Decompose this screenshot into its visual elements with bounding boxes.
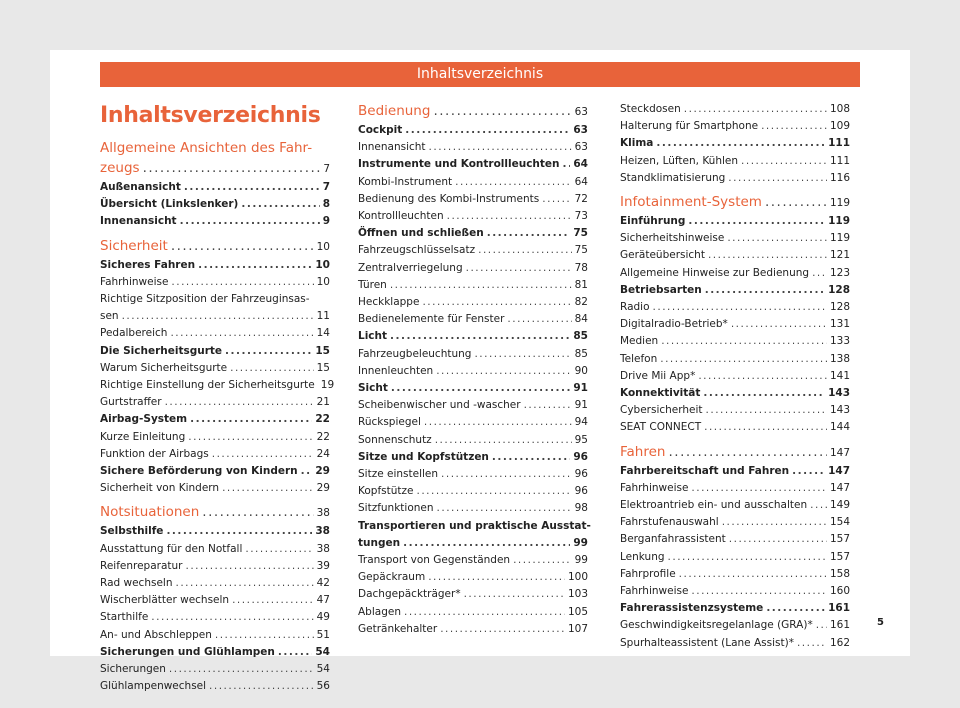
toc-entry[interactable]: Ausstattung für den Notfall ..... 38	[100, 541, 330, 558]
toc-entry[interactable]: Cockpit ..... 63	[358, 122, 588, 139]
toc-section-heading[interactable]: Infotainment-System ..... 119	[620, 192, 850, 213]
toc-entry[interactable]: Türen ..... 81	[358, 277, 588, 294]
toc-entry[interactable]: Licht ..... 85	[358, 328, 588, 345]
toc-entry[interactable]: Sicht ..... 91	[358, 380, 588, 397]
toc-entry[interactable]: Warum Sicherheitsgurte ..... 15	[100, 360, 330, 377]
toc-entry-line: Transportieren und praktische Ausstat-	[358, 519, 591, 532]
toc-entry[interactable]: Berganfahrassistent ..... 157	[620, 531, 850, 548]
toc-section-heading[interactable]: Fahren ..... 147	[620, 442, 850, 463]
toc-entry[interactable]: Innenansicht ..... 63	[358, 139, 588, 156]
toc-column-2	[358, 101, 591, 638]
toc-entry[interactable]: Telefon ..... 138	[620, 351, 850, 368]
toc-entry[interactable]: Standklimatisierung ..... 116	[620, 170, 850, 187]
toc-section-heading[interactable]: Sicherheit ..... 10	[100, 236, 330, 257]
toc-entry[interactable]: Gurtstraffer ..... 21	[100, 394, 330, 411]
toc-entry[interactable]: Geschwindigkeitsregelanlage (GRA)* ..... 161	[620, 617, 850, 634]
toc-section-heading[interactable]: zeugs ..... 7	[100, 158, 330, 179]
toc-entry[interactable]: Konnektivität ..... 143	[620, 385, 850, 402]
toc-entry[interactable]: Einführung ..... 119	[620, 213, 850, 230]
toc-entry[interactable]: Fahrerassistenzsysteme ..... 161	[620, 600, 850, 617]
toc-entry[interactable]: Heckklappe ..... 82	[358, 294, 588, 311]
toc-entry[interactable]: Sicherheit von Kindern ..... 29	[100, 480, 330, 497]
toc-entry[interactable]: Medien ..... 133	[620, 333, 850, 350]
toc-entry[interactable]: Innenleuchten ..... 90	[358, 363, 588, 380]
toc-entry[interactable]: Übersicht (Linkslenker) ..... 8	[100, 196, 330, 213]
toc-entry[interactable]: Die Sicherheitsgurte ..... 15	[100, 343, 330, 360]
toc-entry[interactable]: Fahrhinweise ..... 160	[620, 583, 850, 600]
toc-entry[interactable]: Sitze und Kopfstützen ..... 96	[358, 449, 588, 466]
toc-entry[interactable]: An- und Abschleppen ..... 51	[100, 627, 330, 644]
toc-entry[interactable]: Öffnen und schließen ..... 75	[358, 225, 588, 242]
toc-entry[interactable]: Klima ..... 111	[620, 135, 850, 152]
toc-entry[interactable]: Fahrhinweise ..... 10	[100, 274, 330, 291]
toc-entry[interactable]: Heizen, Lüften, Kühlen ..... 111	[620, 153, 850, 170]
toc-entry[interactable]: Sichere Beförderung von Kindern ..... 29	[100, 463, 330, 480]
toc-entry[interactable]: Sitze einstellen ..... 96	[358, 466, 588, 483]
toc-entry-line: Richtige Sitzposition der Fahrzeuginsas-	[100, 293, 310, 306]
toc-entry[interactable]: Getränkehalter ..... 107	[358, 621, 588, 638]
toc-entry[interactable]: Bedienung des Kombi-Instruments ..... 72	[358, 191, 588, 208]
toc-entry[interactable]: Sicheres Fahren ..... 10	[100, 257, 330, 274]
toc-entry[interactable]: Kopfstütze ..... 96	[358, 483, 588, 500]
toc-entry[interactable]: Fahrhinweise ..... 147	[620, 480, 850, 497]
toc-section-heading-line: Allgemeine Ansichten des Fahr-	[100, 140, 313, 156]
toc-entry[interactable]: Richtige Einstellung der Sicherheitsgurte 19	[100, 379, 335, 392]
toc-entry[interactable]: Kontrollleuchten ..... 73	[358, 208, 588, 225]
toc-entry[interactable]: Radio ..... 128	[620, 299, 850, 316]
toc-entry[interactable]: Fahrprofile ..... 158	[620, 566, 850, 583]
toc-entry[interactable]: Scheibenwischer und -wascher ..... 91	[358, 397, 588, 414]
toc-entry[interactable]: Glühlampenwechsel ..... 56	[100, 678, 330, 695]
toc-entry[interactable]: Cybersicherheit ..... 143	[620, 402, 850, 419]
toc-entry[interactable]: Halterung für Smartphone ..... 109	[620, 118, 850, 135]
toc-entry[interactable]: Pedalbereich ..... 14	[100, 325, 330, 342]
toc-entry[interactable]: Sicherungen und Glühlampen ..... 54	[100, 644, 330, 661]
toc-entry[interactable]: Fahrbereitschaft und Fahren ..... 147	[620, 463, 850, 480]
toc-entry[interactable]: Geräteübersicht ..... 121	[620, 247, 850, 264]
toc-column-3	[620, 101, 850, 652]
toc-entry[interactable]: Gepäckraum ..... 100	[358, 569, 588, 586]
toc-section-heading[interactable]: Bedienung ..... 63	[358, 101, 588, 122]
toc-entry[interactable]: Sonnenschutz ..... 95	[358, 432, 588, 449]
toc-entry[interactable]: Dachgepäckträger* ..... 103	[358, 586, 588, 603]
toc-entry[interactable]: Fahrstufenauswahl ..... 154	[620, 514, 850, 531]
toc-entry[interactable]: Airbag-System ..... 22	[100, 411, 330, 428]
toc-entry[interactable]: Lenkung ..... 157	[620, 549, 850, 566]
toc-entry[interactable]: Sitzfunktionen ..... 98	[358, 500, 588, 517]
document-title: Inhaltsverzeichnis	[100, 103, 321, 128]
toc-entry[interactable]: Starthilfe ..... 49	[100, 609, 330, 626]
toc-entry[interactable]: Fahrzeugbeleuchtung ..... 85	[358, 346, 588, 363]
toc-entry[interactable]: Digitalradio-Betrieb* ..... 131	[620, 316, 850, 333]
toc-entry[interactable]: Sicherheitshinweise ..... 119	[620, 230, 850, 247]
toc-entry[interactable]: Betriebsarten ..... 128	[620, 282, 850, 299]
toc-entry[interactable]: Steckdosen ..... 108	[620, 101, 850, 118]
toc-entry[interactable]: Reifenreparatur ..... 39	[100, 558, 330, 575]
toc-entry[interactable]: sen ..... 11	[100, 308, 330, 325]
toc-entry[interactable]: SEAT CONNECT ..... 144	[620, 419, 850, 436]
toc-entry[interactable]: Zentralverriegelung ..... 78	[358, 260, 588, 277]
toc-column-1	[100, 103, 335, 695]
toc-entry[interactable]: Fahrzeugschlüsselsatz ..... 75	[358, 242, 588, 259]
running-header: Inhaltsverzeichnis	[100, 62, 860, 87]
toc-entry[interactable]: Drive Mii App* ..... 141	[620, 368, 850, 385]
toc-entry[interactable]: Selbsthilfe ..... 38	[100, 523, 330, 540]
toc-entry[interactable]: Sicherungen ..... 54	[100, 661, 330, 678]
toc-entry[interactable]: Spurhalteassistent (Lane Assist)* ..... 162	[620, 635, 850, 652]
toc-entry[interactable]: tungen ..... 99	[358, 535, 588, 552]
document-page	[50, 50, 910, 693]
toc-entry[interactable]: Kombi-Instrument ..... 64	[358, 174, 588, 191]
toc-entry[interactable]: Kurze Einleitung ..... 22	[100, 429, 330, 446]
toc-entry[interactable]: Allgemeine Hinweise zur Bedienung ..... 123	[620, 265, 850, 282]
toc-section-heading[interactable]: Notsituationen ..... 38	[100, 502, 330, 523]
page-number: 5	[877, 617, 884, 628]
toc-entry[interactable]: Elektroantrieb ein- und ausschalten ..... 149	[620, 497, 850, 514]
toc-entry[interactable]: Wischerblätter wechseln ..... 47	[100, 592, 330, 609]
toc-entry[interactable]: Rad wechseln ..... 42	[100, 575, 330, 592]
toc-entry[interactable]: Außenansicht ..... 7	[100, 179, 330, 196]
toc-entry[interactable]: Innenansicht ..... 9	[100, 213, 330, 230]
toc-entry[interactable]: Bedienelemente für Fenster ..... 84	[358, 311, 588, 328]
toc-entry[interactable]: Instrumente und Kontrollleuchten ..... 64	[358, 156, 588, 173]
toc-entry[interactable]: Ablagen ..... 105	[358, 604, 588, 621]
toc-entry[interactable]: Funktion der Airbags ..... 24	[100, 446, 330, 463]
toc-entry[interactable]: Rückspiegel ..... 94	[358, 414, 588, 431]
toc-entry[interactable]: Transport von Gegenständen ..... 99	[358, 552, 588, 569]
